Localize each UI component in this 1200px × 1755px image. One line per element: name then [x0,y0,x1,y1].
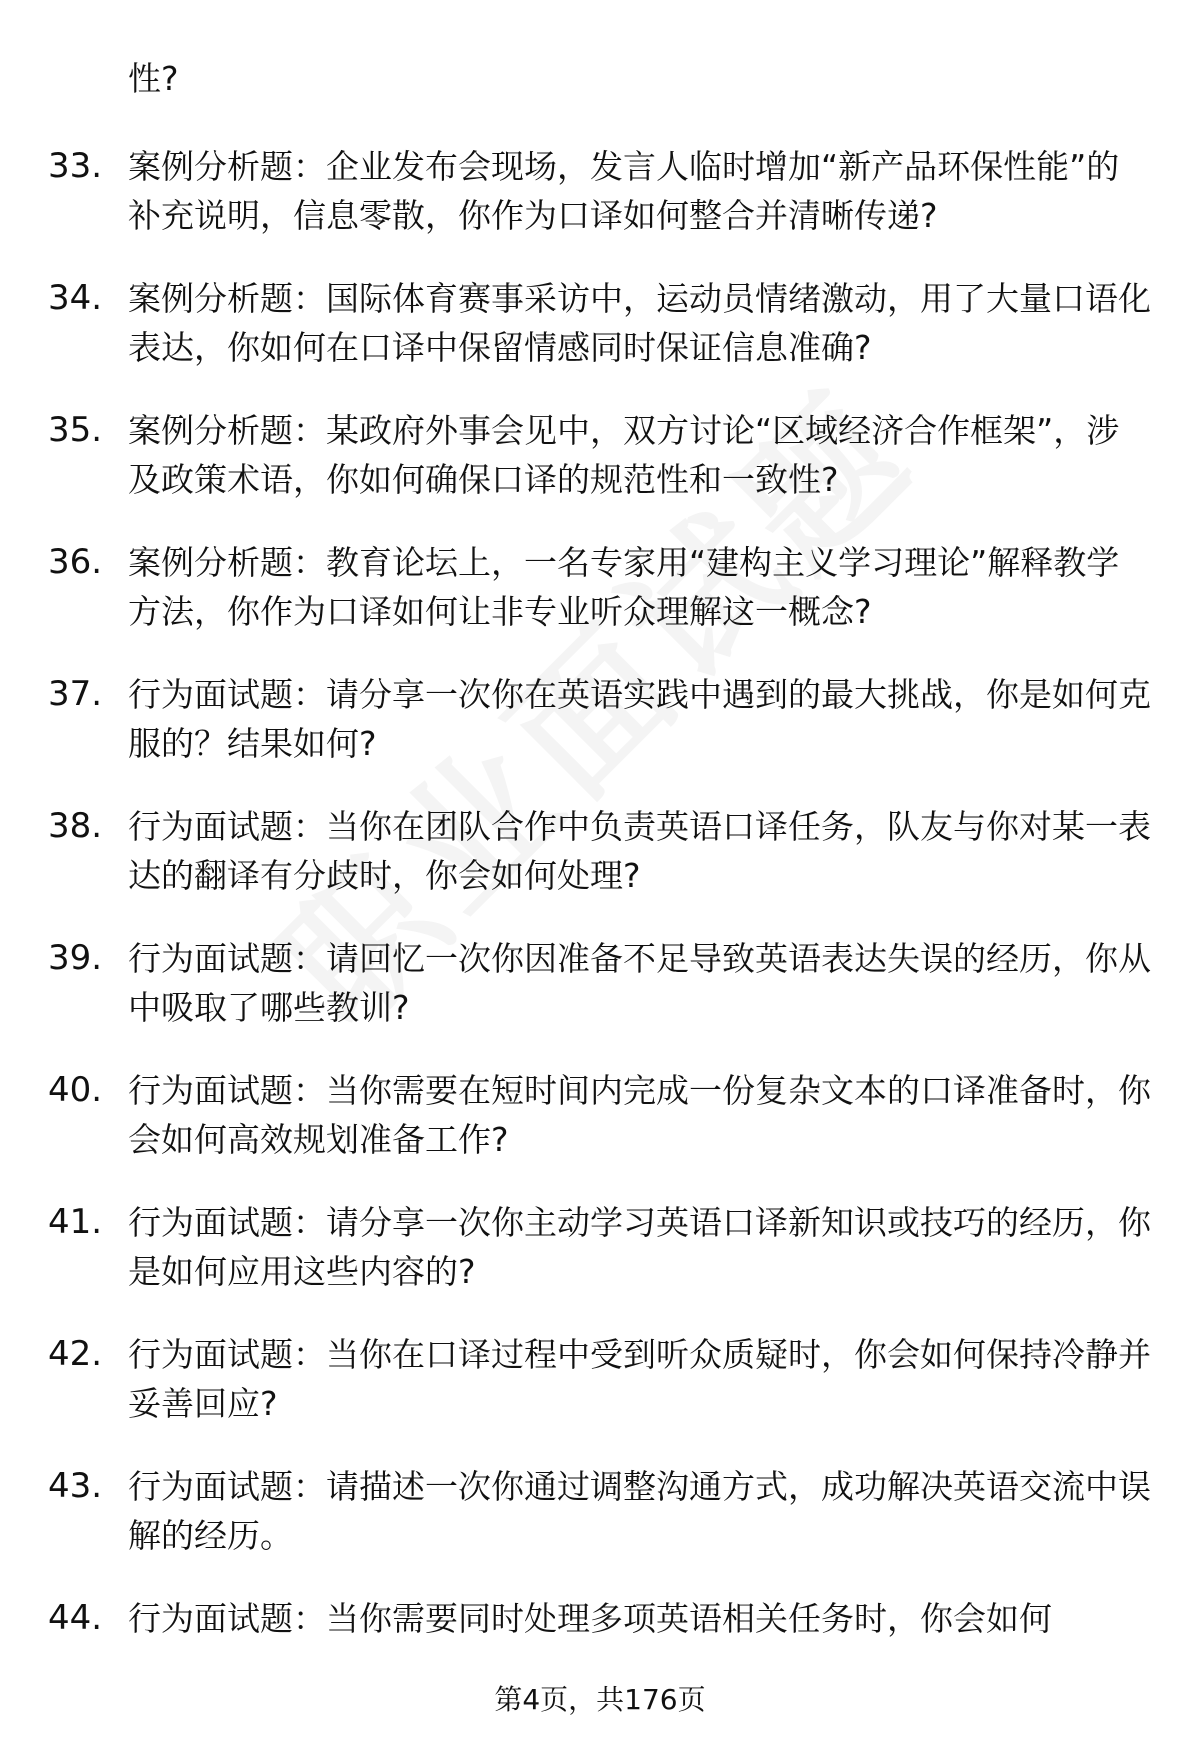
question-number: 40. [48,1070,103,1110]
question-item [48,934,1152,1066]
question-number: 44. [48,1598,103,1638]
question-text: 行为面试题：当你在团队合作中负责英语口译任务，队友与你对某一表达的翻译有分歧时，你会如何处理? [128,807,1151,895]
question-item [48,1462,1152,1594]
question-number: 35. [48,410,103,450]
question-text: 行为面试题：请分享一次你主动学习英语口译新知识或技巧的经历，你是如何应用这些内容的? [128,1203,1151,1291]
question-text: 案例分析题：教育论坛上，一名专家用“建构主义学习理论”解释教学方法，你作为口译如何让非专业听众理解这一概念? [128,543,1120,631]
question-number: 37. [48,674,103,714]
question-number: 38. [48,806,103,846]
question-number: 34. [48,278,103,318]
question-text: 案例分析题：企业发布会现场，发言人临时增加“新产品环保性能”的补充说明，信息零散，你作为口译如何整合并清晰传递? [128,147,1120,235]
page-footer: 第4页，共176页 [494,1683,706,1716]
question-number: 33. [48,146,103,186]
question-number: 36. [48,542,103,582]
question-number: 39. [48,938,103,978]
question-item [48,1198,1152,1330]
question-text: 行为面试题：当你在口译过程中受到听众质疑时，你会如何保持冷静并妥善回应? [128,1335,1151,1423]
question-number: 41. [48,1202,103,1242]
question-item [48,1066,1152,1198]
question-text: 行为面试题：请回忆一次你因准备不足导致英语表达失误的经历，你从中吸取了哪些教训? [128,939,1151,1027]
question-item [48,802,1152,934]
question-text: 行为面试题：请描述一次你通过调整沟通方式，成功解决英语交流中误解的经历。 [128,1467,1151,1555]
question-item [48,1330,1152,1462]
question-number: 42. [48,1334,103,1374]
question-item [48,538,1152,670]
question-text: 行为面试题：当你需要同时处理多项英语相关任务时，你会如何 [128,1599,1052,1638]
question-item [48,670,1152,802]
question-item [48,274,1152,406]
question-text: 行为面试题：当你需要在短时间内完成一份复杂文本的口译准备时，你会如何高效规划准备工作? [128,1071,1151,1159]
question-item [48,406,1152,538]
question-text: 案例分析题：某政府外事会见中，双方讨论“区域经济合作框架”，涉及政策术语，你如何确保口译的规范性和一致性? [128,411,1120,499]
continued-text: 性? [128,59,179,98]
question-number: 43. [48,1466,103,1506]
question-item [48,142,1152,274]
question-text: 行为面试题：请分享一次你在英语实践中遇到的最大挑战，你是如何克服的？结果如何? [128,675,1151,763]
question-text: 案例分析题：国际体育赛事采访中，运动员情绪激动，用了大量口语化表达，你如何在口译中保留情感同时保证信息准确? [128,279,1151,367]
question-list [48,142,1152,1726]
